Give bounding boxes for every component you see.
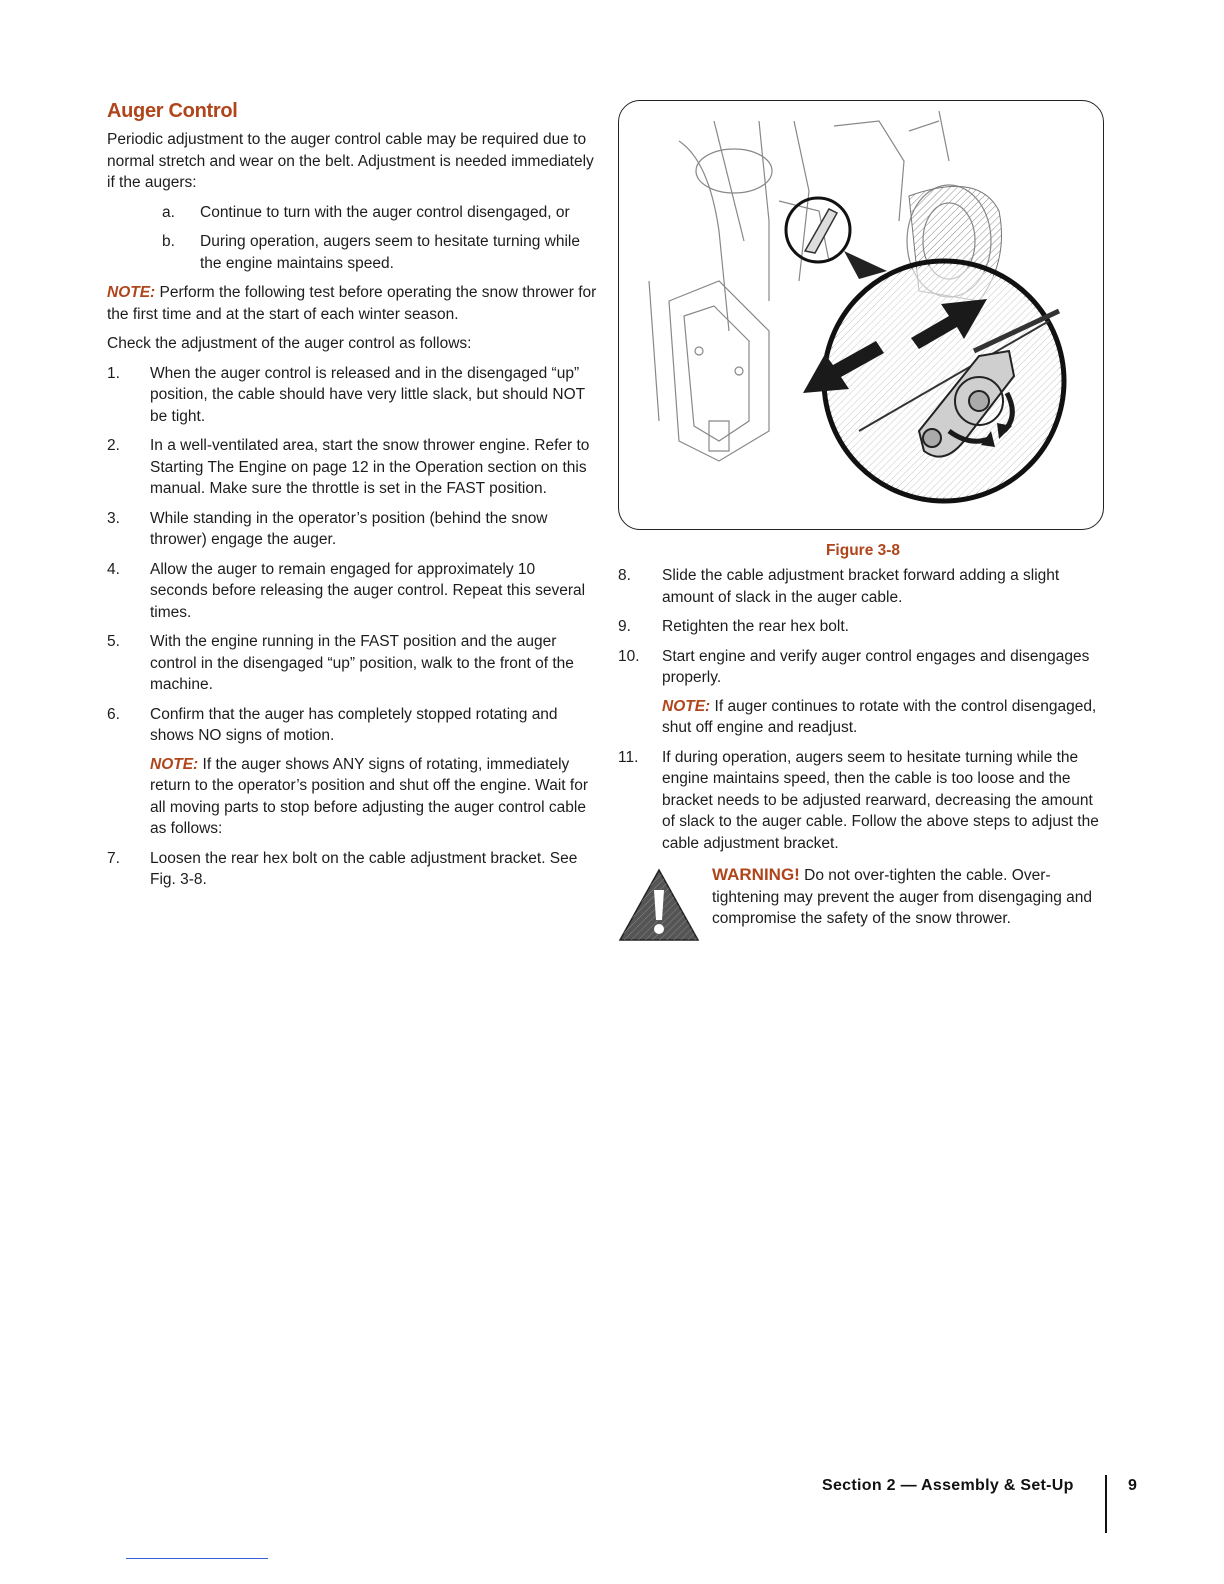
list-text: During operation, augers seem to hesitate turning while the engine maintains speed. [200, 233, 580, 272]
list-marker: 3. [107, 509, 120, 527]
list-marker: 10. [618, 647, 640, 665]
list-text: Loosen the rear hex bolt on the cable adjustment bracket. See Fig. 3-8. [150, 849, 578, 888]
list-item [107, 363, 597, 428]
steps-list [107, 363, 597, 891]
warning-text [712, 864, 1108, 930]
section-title: Auger Control [107, 100, 238, 122]
warning-label: WARNING! [712, 865, 800, 884]
footer-divider [1105, 1475, 1107, 1533]
list-marker: 7. [107, 849, 120, 867]
list-marker: 6. [107, 705, 120, 723]
note-text: Perform the following test before operating the snow thrower for the first time and at the start of each winter season. [107, 284, 597, 323]
list-marker: 5. [107, 633, 120, 650]
warning-body: Do not over-tighten the cable. Over-tightening may prevent the auger from disengaging and compromise the safety of the snow thrower. [712, 867, 1092, 927]
list-marker: b. [162, 233, 175, 250]
list-item [618, 616, 1108, 638]
warning-block [618, 864, 1108, 944]
intro-paragraph: Periodic adjustment to the auger control cable may be required due to normal stretch and wear on the belt. Adjustment is needed immediately if the augers: [107, 131, 594, 191]
page-number: 9 [1128, 1477, 1137, 1494]
list-marker: 2. [107, 437, 120, 454]
hex-bolt-icon [923, 429, 941, 447]
note-text: If auger continues to rotate with the control disengaged, shut off engine and readjust. [662, 697, 1097, 736]
note-paragraph [150, 754, 597, 840]
note-label: NOTE: [150, 755, 199, 773]
list-item [107, 631, 597, 696]
list-item [618, 646, 1108, 739]
list-marker: 1. [107, 364, 120, 382]
warning-triangle-icon [618, 868, 700, 942]
list-item [107, 231, 597, 274]
note-text: If the auger shows ANY signs of rotating, immediately return to the operator’s position and shut off the engine. Wait for all moving parts to stop before adjusting the auger control cable as follows: [150, 755, 589, 837]
figure-caption: Figure 3-8 [825, 542, 901, 559]
hex-bolt-icon [969, 391, 989, 411]
list-marker: a. [162, 203, 175, 221]
list-text: Confirm that the auger has completely stopped rotating and shows NO signs of motion. [150, 705, 558, 744]
list-item [107, 435, 597, 500]
list-text: Slide the cable adjustment bracket forward adding a slight amount of slack in the auger cable. [662, 567, 1060, 606]
note-paragraph [662, 696, 1108, 739]
list-text: With the engine running in the FAST position and the auger control in the disengaged “up” position, walk to the front of the machine. [150, 633, 574, 693]
list-item [107, 704, 597, 840]
bottom-divider [126, 1558, 268, 1559]
list-marker: 9. [618, 618, 631, 635]
left-column [107, 100, 597, 899]
auger-cable-bracket-illustration [619, 101, 1103, 529]
note-label: NOTE: [662, 697, 711, 715]
conditions-list [107, 202, 597, 275]
right-column [618, 100, 1108, 944]
list-text: Start engine and verify auger control engages and disengages properly. [662, 647, 1090, 686]
list-item [107, 848, 597, 891]
check-intro: Check the adjustment of the auger control as follows: [107, 335, 472, 352]
list-item [107, 508, 597, 551]
figure-illustration [618, 100, 1104, 530]
steps-list [618, 565, 1108, 854]
list-marker: 8. [618, 567, 631, 584]
list-text: Allow the auger to remain engaged for approximately 10 seconds before releasing the auger control. Repeat this several times. [150, 560, 586, 621]
list-marker: 4. [107, 560, 120, 578]
list-marker: 11. [618, 748, 639, 766]
list-text: When the auger control is released and in the disengaged “up” position, the cable should have very little slack, but should NOT be tight. [150, 364, 585, 425]
note-paragraph [107, 282, 597, 325]
list-text: If during operation, augers seem to hesitate turning while the engine maintains speed, then the cable is too loose and the bracket needs to be adjusted rearward, decreasing the amount of slack to the auger cable. Follow the above steps to adjust the cable adjustment bracket. [662, 748, 1099, 852]
list-text: In a well-ventilated area, start the snow thrower engine. Refer to Starting The Engine on page 12 in the Operation section on this manual. Make sure the throttle is set in the FAST position. [150, 437, 590, 497]
list-item [618, 565, 1108, 608]
footer-section-title: Section 2 — Assembly & Set-Up [822, 1477, 1074, 1494]
list-item [107, 559, 597, 624]
list-item [618, 747, 1108, 855]
note-label: NOTE: [107, 284, 156, 301]
list-text: Continue to turn with the auger control disengaged, or [200, 203, 570, 221]
list-item [107, 202, 597, 224]
list-text: Retighten the rear hex bolt. [662, 618, 849, 635]
list-text: While standing in the operator’s position (behind the snow thrower) engage the auger. [150, 509, 548, 548]
